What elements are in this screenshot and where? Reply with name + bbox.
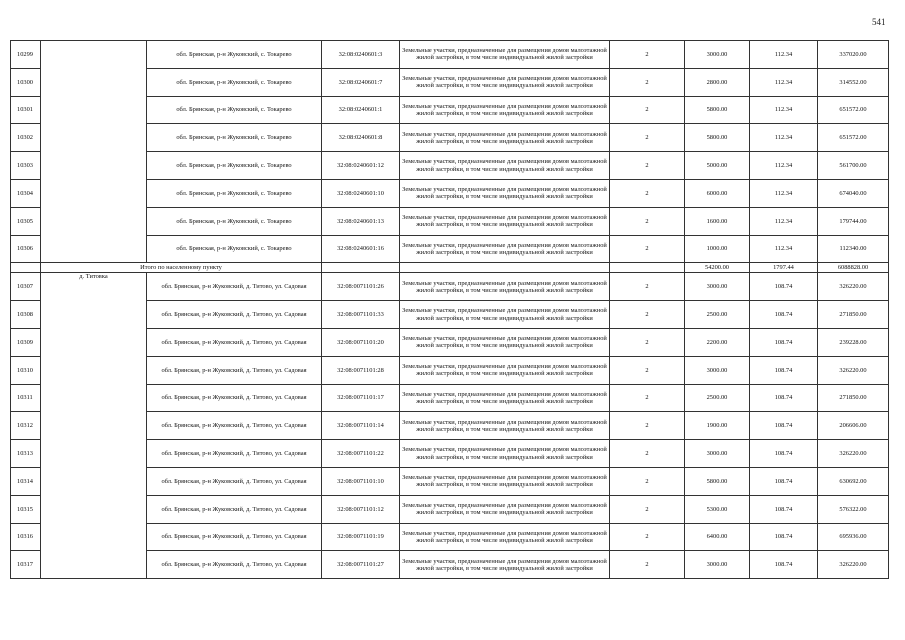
land-use-cell: Земельные участки, предназначенные для размещения домов малоэтажной жилой застройки, в том числе индивидуальной жилой застройки bbox=[400, 551, 610, 579]
cadastral-number-cell: 32:08:0240601:1 bbox=[322, 96, 400, 124]
cadastral-value-cell: 206606.00 bbox=[818, 412, 889, 440]
address-cell: обл. Брянская, р-н Жуковский, д. Титово, ул. Садовая bbox=[147, 467, 322, 495]
category-code-cell: 2 bbox=[610, 328, 685, 356]
subtotal-blank bbox=[400, 263, 610, 273]
area-cell: 1600.00 bbox=[685, 207, 750, 235]
cadastral-value-cell: 630692.00 bbox=[818, 467, 889, 495]
area-cell: 5300.00 bbox=[685, 495, 750, 523]
row-number: 10310 bbox=[11, 356, 41, 384]
category-code-cell: 2 bbox=[610, 68, 685, 96]
cadastral-value-cell: 239228.00 bbox=[818, 328, 889, 356]
row-number: 10301 bbox=[11, 96, 41, 124]
category-code-cell: 2 bbox=[610, 356, 685, 384]
unit-price-cell: 108.74 bbox=[750, 328, 818, 356]
row-number: 10305 bbox=[11, 207, 41, 235]
address-cell: обл. Брянская, р-н Жуковский, д. Титово, ул. Садовая bbox=[147, 551, 322, 579]
land-use-cell: Земельные участки, предназначенные для размещения домов малоэтажной жилой застройки, в том числе индивидуальной жилой застройки bbox=[400, 179, 610, 207]
area-cell: 3000.00 bbox=[685, 440, 750, 468]
land-use-cell: Земельные участки, предназначенные для размещения домов малоэтажной жилой застройки, в том числе индивидуальной жилой застройки bbox=[400, 356, 610, 384]
land-use-cell: Земельные участки, предназначенные для размещения домов малоэтажной жилой застройки, в том числе индивидуальной жилой застройки bbox=[400, 152, 610, 180]
row-number: 10316 bbox=[11, 523, 41, 551]
unit-price-cell: 108.74 bbox=[750, 301, 818, 329]
address-cell: обл. Брянская, р-н Жуковский, с. Токарево bbox=[147, 207, 322, 235]
row-number: 10312 bbox=[11, 412, 41, 440]
land-use-cell: Земельные участки, предназначенные для размещения домов малоэтажной жилой застройки, в том числе индивидуальной жилой застройки bbox=[400, 235, 610, 263]
unit-price-cell: 112.34 bbox=[750, 152, 818, 180]
category-code-cell: 2 bbox=[610, 301, 685, 329]
category-code-cell: 2 bbox=[610, 412, 685, 440]
cadastral-value-cell: 651572.00 bbox=[818, 124, 889, 152]
cadastral-value-cell: 326220.00 bbox=[818, 356, 889, 384]
cadastral-number-cell: 32:08:0071101:26 bbox=[322, 273, 400, 301]
land-use-cell: Земельные участки, предназначенные для размещения домов малоэтажной жилой застройки, в том числе индивидуальной жилой застройки bbox=[400, 68, 610, 96]
category-code-cell: 2 bbox=[610, 235, 685, 263]
unit-price-cell: 108.74 bbox=[750, 523, 818, 551]
cadastral-value-cell: 576322.00 bbox=[818, 495, 889, 523]
cadastral-number-cell: 32:08:0071101:22 bbox=[322, 440, 400, 468]
category-code-cell: 2 bbox=[610, 495, 685, 523]
cadastral-number-cell: 32:08:0071101:17 bbox=[322, 384, 400, 412]
address-cell: обл. Брянская, р-н Жуковский, с. Токарево bbox=[147, 41, 322, 69]
cadastral-value-cell: 337020.00 bbox=[818, 41, 889, 69]
subtotal-row bbox=[11, 263, 889, 273]
category-code-cell: 2 bbox=[610, 152, 685, 180]
address-cell: обл. Брянская, р-н Жуковский, д. Титово, ул. Садовая bbox=[147, 412, 322, 440]
subtotal-blank bbox=[610, 263, 685, 273]
area-cell: 3000.00 bbox=[685, 356, 750, 384]
category-code-cell: 2 bbox=[610, 124, 685, 152]
row-number: 10300 bbox=[11, 68, 41, 96]
cadastral-value-cell: 271850.00 bbox=[818, 384, 889, 412]
land-use-cell: Земельные участки, предназначенные для размещения домов малоэтажной жилой застройки, в том числе индивидуальной жилой застройки bbox=[400, 124, 610, 152]
land-use-cell: Земельные участки, предназначенные для размещения домов малоэтажной жилой застройки, в том числе индивидуальной жилой застройки bbox=[400, 273, 610, 301]
cadastral-number-cell: 32:08:0240601:8 bbox=[322, 124, 400, 152]
unit-price-cell: 108.74 bbox=[750, 467, 818, 495]
land-use-cell: Земельные участки, предназначенные для размещения домов малоэтажной жилой застройки, в том числе индивидуальной жилой застройки bbox=[400, 301, 610, 329]
category-code-cell: 2 bbox=[610, 41, 685, 69]
category-code-cell: 2 bbox=[610, 384, 685, 412]
cadastral-number-cell: 32:08:0240601:3 bbox=[322, 41, 400, 69]
land-use-cell: Земельные участки, предназначенные для размещения домов малоэтажной жилой застройки, в том числе индивидуальной жилой застройки bbox=[400, 328, 610, 356]
subtotal-price: 1797.44 bbox=[750, 263, 818, 273]
cadastral-number-cell: 32:08:0240601:10 bbox=[322, 179, 400, 207]
unit-price-cell: 112.34 bbox=[750, 41, 818, 69]
address-cell: обл. Брянская, р-н Жуковский, с. Токарево bbox=[147, 124, 322, 152]
cadastral-value-cell: 326220.00 bbox=[818, 440, 889, 468]
row-number: 10303 bbox=[11, 152, 41, 180]
unit-price-cell: 112.34 bbox=[750, 179, 818, 207]
cadastral-number-cell: 32:08:0240601:13 bbox=[322, 207, 400, 235]
address-cell: обл. Брянская, р-н Жуковский, с. Токарево bbox=[147, 68, 322, 96]
land-use-cell: Земельные участки, предназначенные для размещения домов малоэтажной жилой застройки, в том числе индивидуальной жилой застройки bbox=[400, 96, 610, 124]
land-use-cell: Земельные участки, предназначенные для размещения домов малоэтажной жилой застройки, в том числе индивидуальной жилой застройки bbox=[400, 523, 610, 551]
address-cell: обл. Брянская, р-н Жуковский, д. Титово, ул. Садовая bbox=[147, 495, 322, 523]
area-cell: 1000.00 bbox=[685, 235, 750, 263]
area-cell: 1900.00 bbox=[685, 412, 750, 440]
cadastral-number-cell: 32:08:0071101:12 bbox=[322, 495, 400, 523]
row-number: 10307 bbox=[11, 273, 41, 301]
area-cell: 5800.00 bbox=[685, 467, 750, 495]
cadastral-value-cell: 179744.00 bbox=[818, 207, 889, 235]
row-number: 10302 bbox=[11, 124, 41, 152]
row-number: 10314 bbox=[11, 467, 41, 495]
category-code-cell: 2 bbox=[610, 551, 685, 579]
row-number: 10313 bbox=[11, 440, 41, 468]
address-cell: обл. Брянская, р-н Жуковский, д. Титово, ул. Садовая bbox=[147, 301, 322, 329]
area-cell: 5000.00 bbox=[685, 152, 750, 180]
land-use-cell: Земельные участки, предназначенные для размещения домов малоэтажной жилой застройки, в том числе индивидуальной жилой застройки bbox=[400, 412, 610, 440]
row-number: 10315 bbox=[11, 495, 41, 523]
land-use-cell: Земельные участки, предназначенные для размещения домов малоэтажной жилой застройки, в том числе индивидуальной жилой застройки bbox=[400, 41, 610, 69]
area-cell: 5800.00 bbox=[685, 96, 750, 124]
land-use-cell: Земельные участки, предназначенные для размещения домов малоэтажной жилой застройки, в том числе индивидуальной жилой застройки bbox=[400, 207, 610, 235]
unit-price-cell: 108.74 bbox=[750, 273, 818, 301]
cadastral-number-cell: 32:08:0071101:27 bbox=[322, 551, 400, 579]
area-cell: 6000.00 bbox=[685, 179, 750, 207]
locality-name: д. Титовка bbox=[41, 273, 147, 579]
subtotal-total: 6088828.00 bbox=[818, 263, 889, 273]
area-cell: 5800.00 bbox=[685, 124, 750, 152]
category-code-cell: 2 bbox=[610, 273, 685, 301]
row-number: 10299 bbox=[11, 41, 41, 69]
cadastral-number-cell: 32:08:0071101:33 bbox=[322, 301, 400, 329]
unit-price-cell: 112.34 bbox=[750, 235, 818, 263]
category-code-cell: 2 bbox=[610, 523, 685, 551]
land-registry-table bbox=[10, 40, 889, 579]
table-row bbox=[11, 41, 889, 69]
land-use-cell: Земельные участки, предназначенные для размещения домов малоэтажной жилой застройки, в том числе индивидуальной жилой застройки bbox=[400, 384, 610, 412]
unit-price-cell: 112.34 bbox=[750, 207, 818, 235]
address-cell: обл. Брянская, р-н Жуковский, с. Токарево bbox=[147, 152, 322, 180]
cadastral-number-cell: 32:08:0071101:10 bbox=[322, 467, 400, 495]
area-cell: 2500.00 bbox=[685, 384, 750, 412]
address-cell: обл. Брянская, р-н Жуковский, д. Титово, ул. Садовая bbox=[147, 356, 322, 384]
category-code-cell: 2 bbox=[610, 440, 685, 468]
row-number: 10304 bbox=[11, 179, 41, 207]
subtotal-blank bbox=[11, 263, 41, 273]
category-code-cell: 2 bbox=[610, 96, 685, 124]
subtotal-area: 54200.00 bbox=[685, 263, 750, 273]
row-number: 10317 bbox=[11, 551, 41, 579]
locality-cell bbox=[41, 41, 147, 263]
area-cell: 2800.00 bbox=[685, 68, 750, 96]
unit-price-cell: 112.34 bbox=[750, 124, 818, 152]
row-number: 10308 bbox=[11, 301, 41, 329]
address-cell: обл. Брянская, р-н Жуковский, д. Титово, ул. Садовая bbox=[147, 440, 322, 468]
cadastral-number-cell: 32:08:0071101:28 bbox=[322, 356, 400, 384]
cadastral-number-cell: 32:08:0071101:14 bbox=[322, 412, 400, 440]
cadastral-value-cell: 695936.00 bbox=[818, 523, 889, 551]
area-cell: 2200.00 bbox=[685, 328, 750, 356]
category-code-cell: 2 bbox=[610, 207, 685, 235]
cadastral-number-cell: 32:08:0071101:19 bbox=[322, 523, 400, 551]
address-cell: обл. Брянская, р-н Жуковский, с. Токарево bbox=[147, 235, 322, 263]
cadastral-value-cell: 112340.00 bbox=[818, 235, 889, 263]
land-use-cell: Земельные участки, предназначенные для размещения домов малоэтажной жилой застройки, в том числе индивидуальной жилой застройки bbox=[400, 467, 610, 495]
cadastral-number-cell: 32:08:0240601:7 bbox=[322, 68, 400, 96]
cadastral-number-cell: 32:08:0071101:20 bbox=[322, 328, 400, 356]
cadastral-value-cell: 326220.00 bbox=[818, 273, 889, 301]
unit-price-cell: 108.74 bbox=[750, 495, 818, 523]
subtotal-blank bbox=[322, 263, 400, 273]
cadastral-value-cell: 326220.00 bbox=[818, 551, 889, 579]
land-use-cell: Земельные участки, предназначенные для размещения домов малоэтажной жилой застройки, в том числе индивидуальной жилой застройки bbox=[400, 495, 610, 523]
unit-price-cell: 108.74 bbox=[750, 412, 818, 440]
unit-price-cell: 112.34 bbox=[750, 96, 818, 124]
cadastral-value-cell: 651572.00 bbox=[818, 96, 889, 124]
cadastral-value-cell: 271850.00 bbox=[818, 301, 889, 329]
unit-price-cell: 108.74 bbox=[750, 384, 818, 412]
cadastral-value-cell: 561700.00 bbox=[818, 152, 889, 180]
address-cell: обл. Брянская, р-н Жуковский, с. Токарево bbox=[147, 179, 322, 207]
unit-price-cell: 108.74 bbox=[750, 440, 818, 468]
area-cell: 2500.00 bbox=[685, 301, 750, 329]
address-cell: обл. Брянская, р-н Жуковский, д. Титово, ул. Садовая bbox=[147, 328, 322, 356]
row-number: 10309 bbox=[11, 328, 41, 356]
subtotal-label: Итого по населенному пункту bbox=[41, 263, 322, 273]
category-code-cell: 2 bbox=[610, 179, 685, 207]
area-cell: 3000.00 bbox=[685, 551, 750, 579]
unit-price-cell: 112.34 bbox=[750, 68, 818, 96]
address-cell: обл. Брянская, р-н Жуковский, с. Токарево bbox=[147, 96, 322, 124]
area-cell: 3000.00 bbox=[685, 41, 750, 69]
cadastral-value-cell: 314552.00 bbox=[818, 68, 889, 96]
land-use-cell: Земельные участки, предназначенные для размещения домов малоэтажной жилой застройки, в том числе индивидуальной жилой застройки bbox=[400, 440, 610, 468]
address-cell: обл. Брянская, р-н Жуковский, д. Титово, ул. Садовая bbox=[147, 273, 322, 301]
address-cell: обл. Брянская, р-н Жуковский, д. Титово, ул. Садовая bbox=[147, 523, 322, 551]
row-number: 10306 bbox=[11, 235, 41, 263]
address-cell: обл. Брянская, р-н Жуковский, д. Титово, ул. Садовая bbox=[147, 384, 322, 412]
category-code-cell: 2 bbox=[610, 467, 685, 495]
row-number: 10311 bbox=[11, 384, 41, 412]
unit-price-cell: 108.74 bbox=[750, 551, 818, 579]
area-cell: 3000.00 bbox=[685, 273, 750, 301]
cadastral-number-cell: 32:08:0240601:12 bbox=[322, 152, 400, 180]
unit-price-cell: 108.74 bbox=[750, 356, 818, 384]
page-number: 541 bbox=[872, 17, 886, 27]
table-row bbox=[11, 273, 889, 301]
cadastral-number-cell: 32:08:0240601:16 bbox=[322, 235, 400, 263]
cadastral-value-cell: 674040.00 bbox=[818, 179, 889, 207]
area-cell: 6400.00 bbox=[685, 523, 750, 551]
